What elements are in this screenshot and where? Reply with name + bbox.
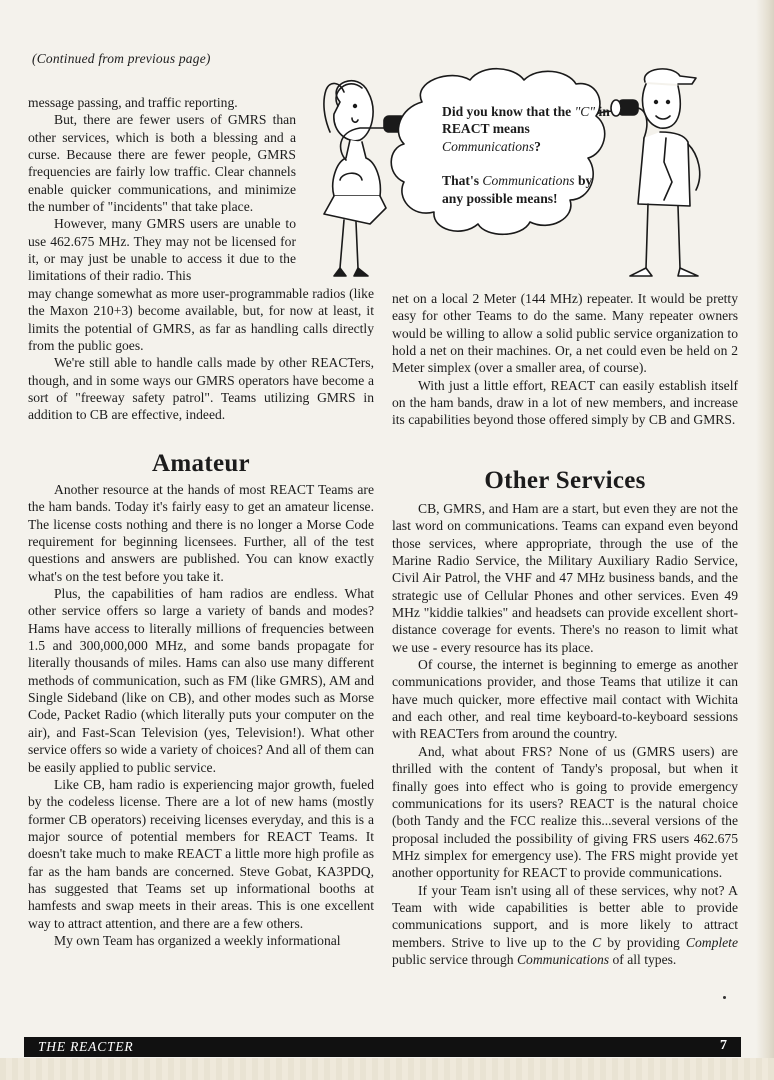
amateur-paragraph-1: Another resource at the hands of most REACT Teams are the ham bands. Today it's fairly easy to get an amateur license. The license costs nothing and there is no longer a Morse Code requirement for beginning licensees. Further, all of the test questions and answers are published. You can know exactly what's on the test before you take it.	[28, 482, 374, 584]
boy-figure	[611, 69, 700, 276]
other-services-section	[392, 500, 738, 968]
page-number: 7	[720, 1038, 727, 1053]
amateur-continued	[392, 290, 738, 429]
gmrs-paragraph-2: But, there are fewer users of GMRS than other services, which is both a blessing and a curse. Because there are fewer people, GMRS frequencies are fairly low traffic. Clear channels enable quicker communications, and minimize the number of "incidents" that take place.	[28, 112, 296, 215]
gmrs-paragraph-1: message passing, and traffic reporting.	[28, 95, 238, 110]
other-paragraph-4: If your Team isn't using all of these services, why not? A Team with wide capabilities is better able to provide communications support, and is more likely to attract members. Strive to live up to the C by providing Complete public service through Communications of all types.	[392, 882, 738, 967]
gmrs-section-narrow	[28, 94, 296, 285]
ink-dot	[723, 996, 726, 999]
amateur-paragraph-3: Like CB, ham radio is experiencing major growth, fueled by the codeless license. There are a lot of new hams (mostly former CB operators) receiving licenses everyday, and this is a major source of potential members for REACT Teams. It doesn't take much to make REACT a little more high profile as far as the ham bands are concerned. Steve Gobat, KA3PDQ, has suggested that Teams set up informational booths at hamfests and swap meets in their areas. This is one excellent way to attract attention, and there are a few others.	[28, 776, 374, 931]
other-paragraph-1: CB, GMRS, and Ham are a start, but even they are not the last word on communications. Teams can expand even beyond those services, where appropriate, through the use of the Marine Radio Service, the Military Auxiliary Radio Service, Civil Air Patrol, the VHF and 47 MHz business bands, and the strategic use of Cellular Phones and other services. Even 49 MHz "kiddie talkies" and headsets can provide excellent short-distance coverage for events. There's no reason to limit what we use - every resource has its place.	[392, 501, 738, 655]
gmrs-paragraph-4: We're still able to handle calls made by other REACTers, though, and in some ways our GMRS operators have become a sort of "freeway safety patrol". Teams utilizing GMRS in addition to CB are effective, indeed.	[28, 355, 374, 423]
gmrs-paragraph-3a: However, many GMRS users are unable to use 462.675 MHz. They may not be licensed for it, or may just be unable to access it due to the limitations of their radio. This	[28, 216, 296, 284]
amateur-paragraph-6: With just a little effort, REACT can easily establish itself on the ham bands, draw in a lot of new members, and increase its capabilities beyond those offered simply by CB and GMRS.	[392, 377, 738, 428]
amateur-paragraph-5: net on a local 2 Meter (144 MHz) repeater. It would be pretty easy for other Teams to do the same. Many repeater owners would be willing to allow a solid public service organization to hold a net on their machines. Or, a net could even be held on 2 Meter simplex (over a smaller area, of course).	[392, 291, 738, 376]
speech-bubble-text	[442, 103, 612, 224]
amateur-heading: Amateur	[152, 450, 250, 477]
gmrs-paragraph-3b: may change somewhat as more user-programmable radios (like the Maxon 210+3) become available, but, for now at least, it limits the potential of GMRS, as far as handling calls directly from the public goes.	[28, 286, 374, 354]
other-paragraph-2: Of course, the internet is beginning to emerge as another communications provider, and those Teams that utilize it can have much quicker, more effective mail contact with Wichita and each other, and real time keyboard-to-keyboard sessions with REACTers from around the country.	[392, 657, 738, 742]
other-paragraph-3: And, what about FRS? None of us (GMRS users) are thrilled with the content of Tandy's proposal, but when it finally goes into effect who is going to provide emergency communications for its users? REACT is the natural choice (both Tandy and the FCC realize this...several versions of the proposal included the possibility of giving FRS users 462.675 MHz simplex for emergency use). The FRS might provide yet another opportunity for REACT to provide communications.	[392, 743, 738, 881]
footer-bar	[24, 1037, 741, 1057]
amateur-section	[28, 481, 374, 949]
bubble-question: Did you know that the "C" in REACT means Communications?	[442, 104, 610, 154]
other-services-heading: Other Services	[484, 467, 646, 494]
bubble-answer: That's Communications by any possible means!	[442, 173, 593, 206]
page-edge-shadow	[756, 0, 774, 1080]
continued-note: (Continued from previous page)	[32, 51, 211, 66]
gmrs-section-wide	[28, 285, 374, 424]
amateur-paragraph-4: My own Team has organized a weekly informational	[54, 932, 341, 948]
amateur-paragraph-2: Plus, the capabilities of ham radios are endless. What other service offers so large a variety of bands and modes? Hams have access to literally millions of frequencies between 1.5 and 300,000,000 MHz, and some bands propagate for literally thousands of miles. Hams can also use many different methods of communication, such as FM (like GMRS), AM and Single Sideband (like on CB), and other modes such as Morse Code, Packet Radio (which literally puts your computer on the air), and Fast-Scan Television (yes, Television!). What other service offers so wide a variety of choices? And all of them can be easily applied to public service.	[28, 586, 374, 775]
page-bottom-edge	[0, 1058, 774, 1080]
publication-name: THE REACTER	[38, 1039, 134, 1054]
